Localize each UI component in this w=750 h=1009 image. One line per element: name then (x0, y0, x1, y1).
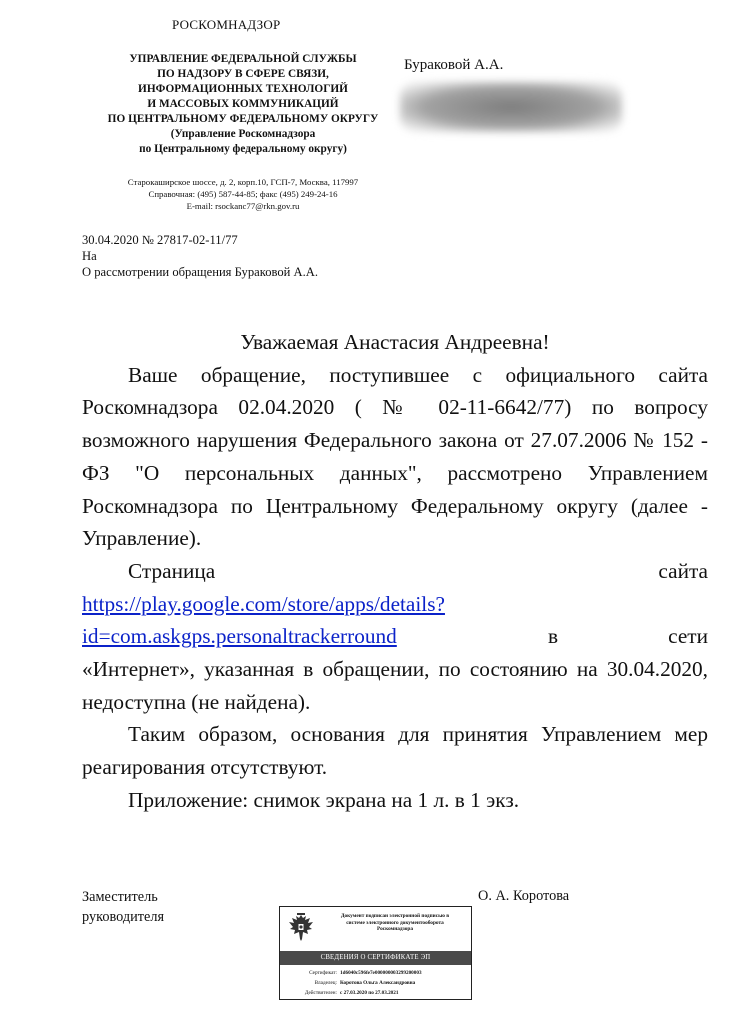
registration-date-number: 30.04.2020 № 27817-02-11/77 (82, 233, 238, 247)
phone-line: Справочная: (495) 587-44-85; факс (495) 249-24-16 (148, 189, 338, 199)
certificate-value: 1d6040c596fe7e000000003299200003 (340, 970, 422, 976)
link-line-1 (82, 588, 708, 621)
email-line: E-mail: rsockanc77@rkn.gov.ru (186, 201, 300, 211)
paragraph-conclusion: Таким образом, основания для принятия Управлением мер реагирования отсутствуют. (82, 722, 708, 780)
department-line: по Центральному федеральному округу) (139, 143, 347, 155)
department-line: (Управление Роскомнадзора (170, 128, 316, 140)
in-word: в (548, 624, 559, 649)
stamp-caption-line: системе электронного документооборота (346, 919, 444, 926)
validity-value: с 27.03.2020 по 27.03.2021 (340, 990, 399, 996)
paragraph-request: Ваше обращение, поступившее с официального сайта Роскомнадзора 02.04.2020 ( № 02-11-6642/77) по вопросу возможного нарушения Федерального закона от 27.07.2006 № 152 - ФЗ "О персональных данных", рассмотрено Управлением Роскомнадзора по Центральному Федеральному округу (далее - Управление). (82, 362, 708, 551)
owner-value: Коротова Ольга Александровна (340, 980, 416, 986)
contact-block (82, 176, 404, 212)
page-word: Страница (128, 558, 216, 583)
stamp-caption-line: Роскомнадзора (376, 926, 414, 933)
link-line-2-row (82, 620, 708, 653)
owner-row (286, 978, 467, 988)
certificate-details (286, 968, 467, 998)
signer-name: О. А. Коротова (478, 888, 570, 904)
department-line: И МАССОВЫХ КОММУНИКАЦИЙ (147, 98, 339, 110)
letter-body (82, 326, 708, 817)
letter-subject: О рассмотрении обращения Бураковой А.А. (82, 265, 319, 279)
signer-title (82, 888, 164, 927)
app-link[interactable]: https://play.google.com/store/apps/details? (82, 591, 445, 616)
owner-label: Владелец: (314, 980, 337, 986)
network-word: сети (668, 624, 708, 649)
attachment-line: Приложение: снимок экрана на 1 л. в 1 экз. (128, 787, 520, 812)
department-line: ПО НАДЗОРУ В СФЕРЕ СВЯЗИ, (157, 68, 329, 80)
in-network-words (548, 620, 708, 653)
signer-title-line: руководителя (82, 908, 165, 925)
paragraph-page-status: «Интернет», указанная в обращении, по состоянию на 30.04.2020, недоступна (не найдена). (82, 657, 708, 714)
paragraph-page-lead (82, 555, 708, 588)
agency-name: РОСКОМНАДЗОР (172, 17, 281, 32)
certificate-band: СВЕДЕНИЯ О СЕРТИФИКАТЕ ЭП (280, 951, 471, 965)
recipient-name: Бураковой А.А. (404, 57, 504, 73)
e-signature-stamp (279, 906, 472, 1000)
certificate-row (286, 968, 467, 978)
eagle-emblem-icon (286, 912, 316, 944)
validity-row (286, 988, 467, 998)
certificate-label: Сертификат: (309, 970, 337, 976)
department-line: УПРАВЛЕНИЕ ФЕДЕРАЛЬНОЙ СЛУЖБЫ (129, 53, 357, 65)
redacted-address (400, 82, 622, 132)
address-line: Старокаширское шоссе, д. 2, корп.10, ГСП-7, Москва, 117997 (127, 177, 359, 187)
department-line: ИНФОРМАЦИОННЫХ ТЕХНОЛОГИЙ (138, 83, 348, 95)
greeting: Уважаемая Анастасия Андреевна! (240, 330, 550, 354)
department-line: ПО ЦЕНТРАЛЬНОМУ ФЕДЕРАЛЬНОМУ ОКРУГУ (107, 113, 379, 125)
stamp-caption-line: Документ подписан электронной подписью в (340, 913, 450, 919)
registration-ref: На (82, 249, 97, 263)
site-word: сайта (658, 558, 708, 583)
stamp-caption (322, 913, 468, 933)
department-block (82, 52, 404, 157)
app-link-continuation[interactable]: id=com.askgps.personaltrackerround (82, 624, 397, 649)
registration-block (82, 232, 318, 280)
signer-title-line: Заместитель (82, 889, 158, 905)
validity-label: Действителен: (304, 990, 337, 996)
